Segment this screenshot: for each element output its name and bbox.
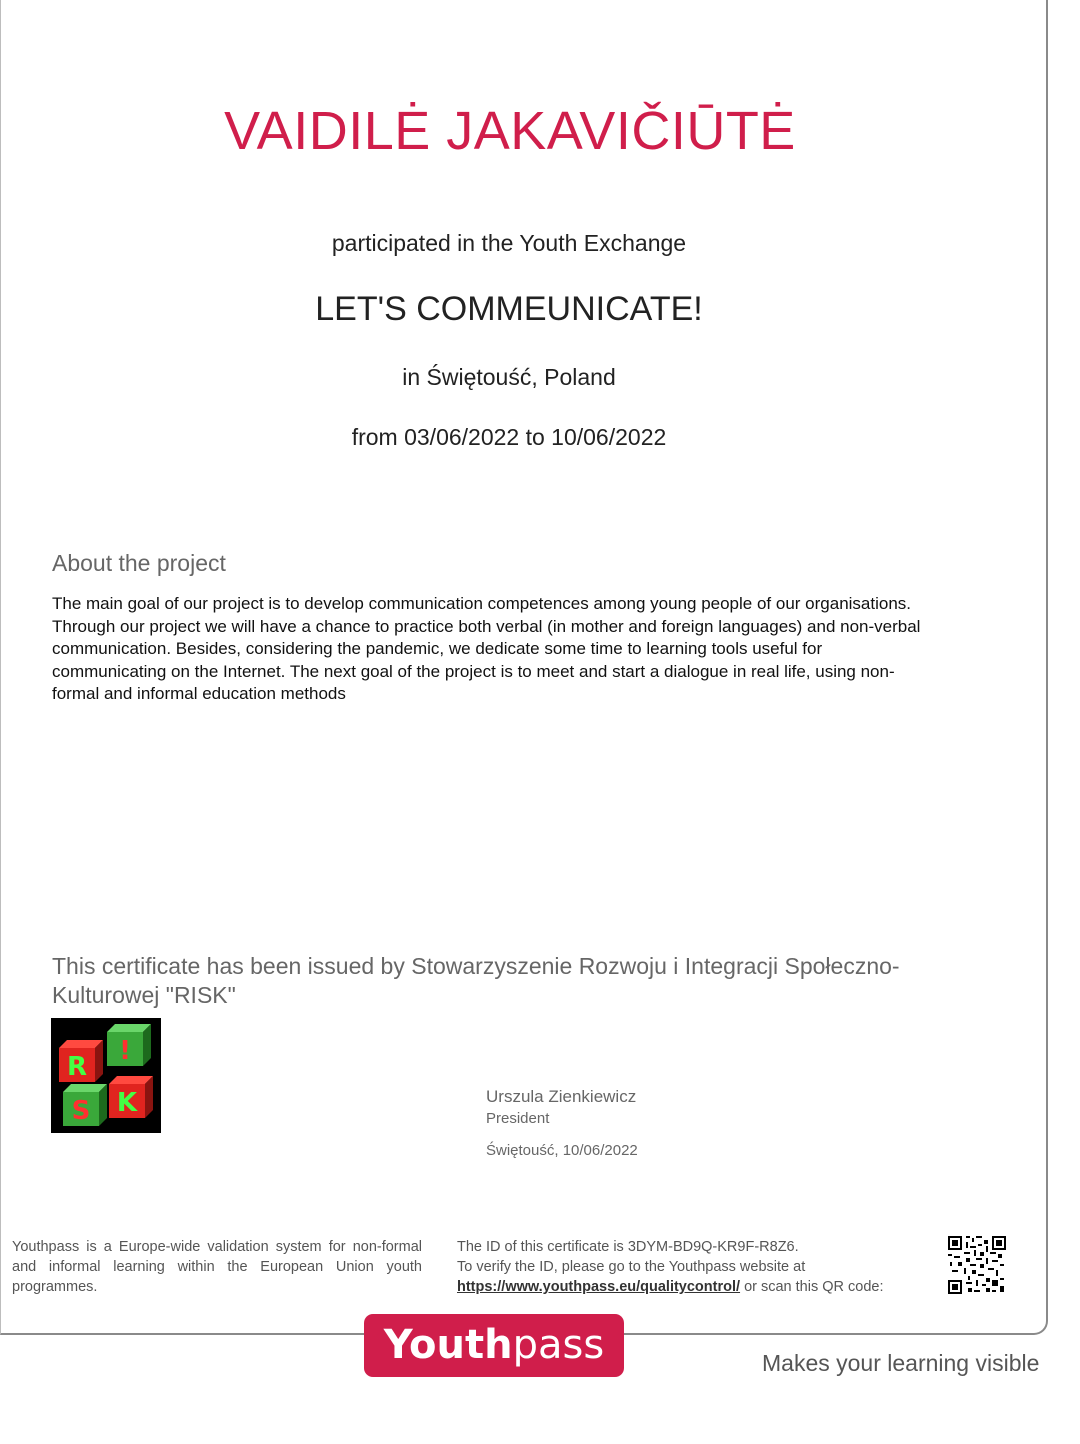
participant-name: VAIDILĖ JAKAVIČIŪTĖ bbox=[224, 101, 796, 161]
certificate-id: The ID of this certificate is 3DYM-BD9Q-KR9F-R8Z6. bbox=[457, 1239, 799, 1255]
youthpass-description: Youthpass is a Europe-wide validation system for non-formal and informal learning within the European Union youth programmes. bbox=[12, 1239, 422, 1295]
project-location: in Świętouść, Poland bbox=[402, 364, 616, 390]
project-dates: from 03/06/2022 to 10/06/2022 bbox=[351, 424, 667, 450]
signatory-role: President bbox=[486, 1110, 550, 1127]
cube-r bbox=[59, 1040, 103, 1082]
youthpass-logo-bold: Youth bbox=[383, 1322, 513, 1368]
participation-statement: participated in the Youth Exchange bbox=[331, 230, 687, 256]
issuer-statement: This certificate has been issued by Stowarzyszenie Rozwoju i Integracji Społeczno-Kulturowej "RISK" bbox=[52, 953, 900, 1008]
signatory-name: Urszula Zienkiewicz bbox=[486, 1087, 637, 1106]
youthpass-logo-light: pass bbox=[512, 1322, 605, 1368]
cube-k bbox=[109, 1076, 153, 1118]
project-title: LET'S COMMEUNICATE! bbox=[315, 290, 703, 328]
certificate-verification bbox=[457, 1237, 927, 1297]
signature-place-date: Świętouść, 10/06/2022 bbox=[486, 1142, 638, 1159]
verify-instructions: To verify the ID, please go to the Youthpass website at bbox=[457, 1259, 806, 1275]
risk-logo bbox=[51, 1018, 161, 1133]
youthpass-logo bbox=[364, 1314, 624, 1377]
svg-text:K: K bbox=[116, 1088, 138, 1118]
cube-s bbox=[63, 1084, 107, 1126]
svg-text:!: ! bbox=[119, 1036, 131, 1066]
svg-text:R: R bbox=[66, 1052, 88, 1082]
qr-code-icon[interactable] bbox=[948, 1236, 1006, 1294]
about-heading: About the project bbox=[52, 550, 226, 576]
youthpass-tagline: Makes your learning visible bbox=[762, 1350, 1040, 1376]
about-text: The main goal of our project is to develop communication competences among young people of our organisations. Through our project we will have a chance to practice both verbal (in mother and foreign languages) and non-verbal communication. Besides, considering the pandemic, we dedicate some time to learning tools useful for communicating on the Internet. The next goal of the project is to meet and start a dialogue in real life, using non-formal and informal education methods bbox=[52, 594, 921, 703]
cube-exclaim bbox=[107, 1024, 151, 1066]
verify-link[interactable]: https://www.youthpass.eu/qualitycontrol/ bbox=[457, 1279, 741, 1295]
qr-instruction: or scan this QR code: bbox=[740, 1279, 884, 1295]
svg-text:S: S bbox=[71, 1096, 91, 1126]
